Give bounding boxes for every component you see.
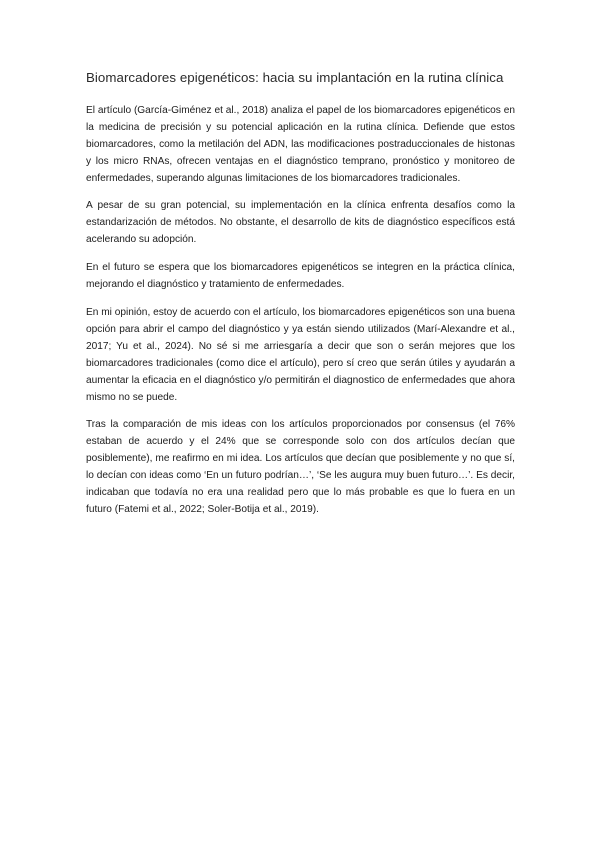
paragraph-3: En el futuro se espera que los biomarcadores epigenéticos se integren en la práctica clínica, mejorando el diagnóstico y tratamiento de enfermedades. <box>86 262 515 290</box>
paragraph-4: En mi opinión, estoy de acuerdo con el artículo, los biomarcadores epigenéticos son una buena opción para abrir el campo del diagnóstico y ya están siendo utilizados (Marí-Alexandre et al., 2017; Yu et al., 2024). No sé si me arriesgaría a decir que son o serán mejores que los biomarcadores tradicionales (como dice el artículo), pero sí creo que serán útiles y ayudarán a aumentar la eficacia en el diagnóstico y/o permitirán el diagnostico de enfermedades que ahora mismo no se puede. <box>86 307 515 403</box>
document-body <box>86 102 515 528</box>
paragraph-5: Tras la comparación de mis ideas con los artículos proporcionados por consensus (el 76% estaban de acuerdo y el 24% que se corresponde solo con dos artículos decían que posiblemente), me reafirmo en mi idea. Los artículos que decían que posiblemente y no que sí, lo decían con ideas como ‘En un futuro podrían…’, ‘Se les augura muy buen futuro…’. Es decir, indicaban que todavía no era una realidad pero que lo más probable es que lo fuera en un futuro (Fatemi et al., 2022; Soler-Botija et al., 2019). <box>86 419 515 515</box>
document-title: Biomarcadores epigenéticos: hacia su implantación en la rutina clínica <box>86 70 504 85</box>
paragraph-2: A pesar de su gran potencial, su implementación en la clínica enfrenta desafíos como la estandarización de métodos. No obstante, el desarrollo de kits de diagnóstico específicos está acelerando su adopción. <box>86 200 515 245</box>
paragraph-1: El artículo (García-Giménez et al., 2018) analiza el papel de los biomarcadores epigenéticos en la medicina de precisión y su potencial aplicación en la rutina clínica. Defiende que estos biomarcadores, como la metilación del ADN, las modificaciones postraduccionales de histonas y los micro RNAs, ofrecen ventajas en el diagnóstico temprano, pronóstico y monitoreo de enfermedades, superando algunas limitaciones de los biomarcadores tradicionales. <box>86 105 515 184</box>
